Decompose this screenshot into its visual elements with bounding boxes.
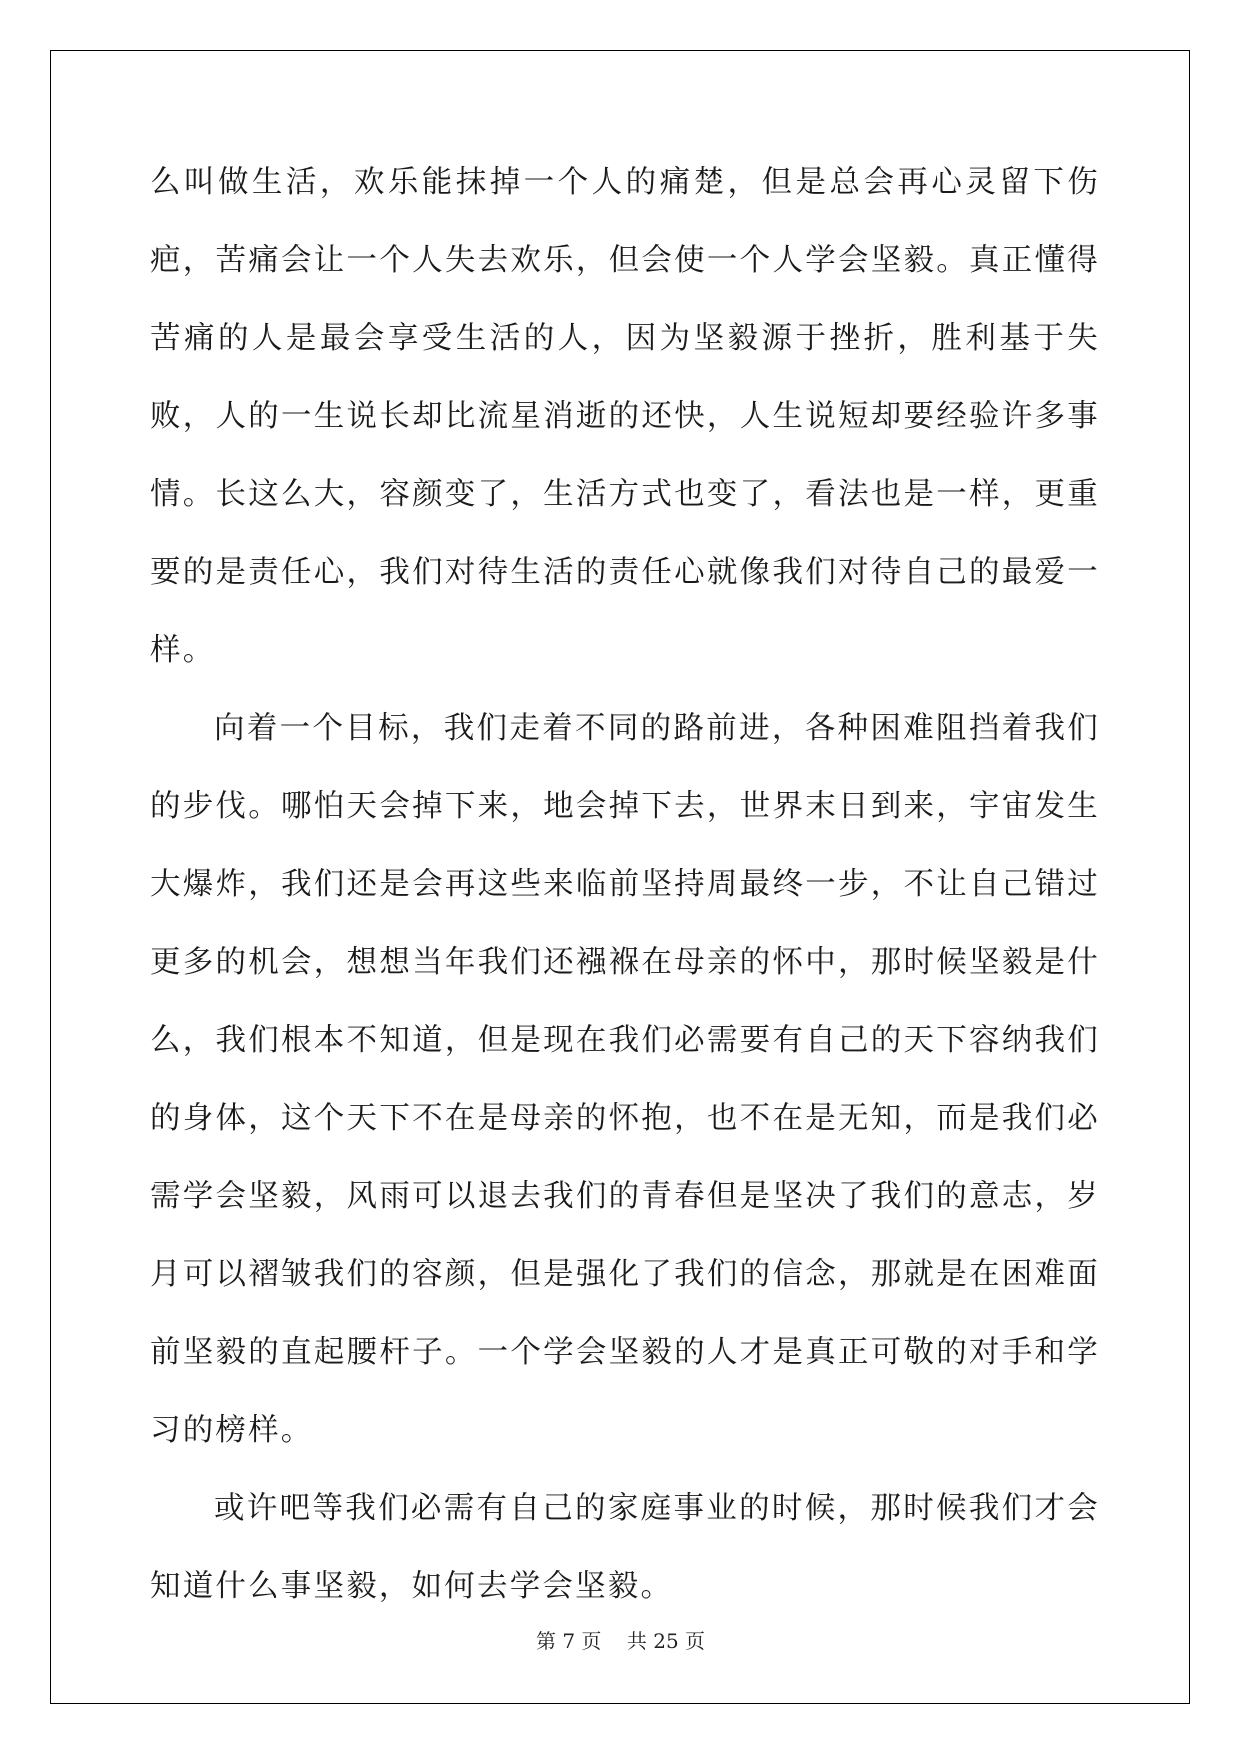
footer-spacer bbox=[601, 1629, 626, 1653]
page-number: 第 7 页 bbox=[535, 1629, 602, 1653]
paragraph-1: 么叫做生活，欢乐能抹掉一个人的痛楚，但是总会再心灵留下伤疤，苦痛会让一个人失去欢乐，但会使一个人学会坚毅。真正懂得苦痛的人是最会享受生活的人，因为坚毅源于挫折，胜利基于失败，人的一生说长却比流星消逝的还快，人生说短却要经验许多事情。长这么大，容颜变了，生活方式也变了，看法也是一样，更重要的是责任心，我们对待生活的责任心就像我们对待自己的最爱一样。 bbox=[150, 165, 1100, 668]
paragraph-2: 向着一个目标，我们走着不同的路前进，各种困难阻挡着我们的步伐。哪怕天会掉下来，地会掉下去，世界末日到来，宇宙发生大爆炸，我们还是会再这些来临前坚持周最终一步，不让自己错过更多的机会，想想当年我们还襁褓在母亲的怀中，那时候坚毅是什么，我们根本不知道，但是现在我们必需要有自己的天下容纳我们的身体，这个天下不在是母亲的怀抱，也不在是无知，而是我们必需学会坚毅，风雨可以退去我们的青春但是坚决了我们的意志，岁月可以褶皱我们的容颜，但是强化了我们的信念，那就是在困难面前坚毅的直起腰杆子。一个学会坚毅的人才是真正可敬的对手和学习的榜样。 bbox=[150, 711, 1100, 1448]
page-footer bbox=[0, 1625, 1241, 1654]
page-total: 共 25 页 bbox=[626, 1629, 706, 1653]
paragraph-3: 或许吧等我们必需有自己的家庭事业的时候，那时候我们才会知道什么事坚毅，如何去学会坚毅。 bbox=[150, 1491, 1100, 1604]
document-body bbox=[150, 144, 1100, 1626]
